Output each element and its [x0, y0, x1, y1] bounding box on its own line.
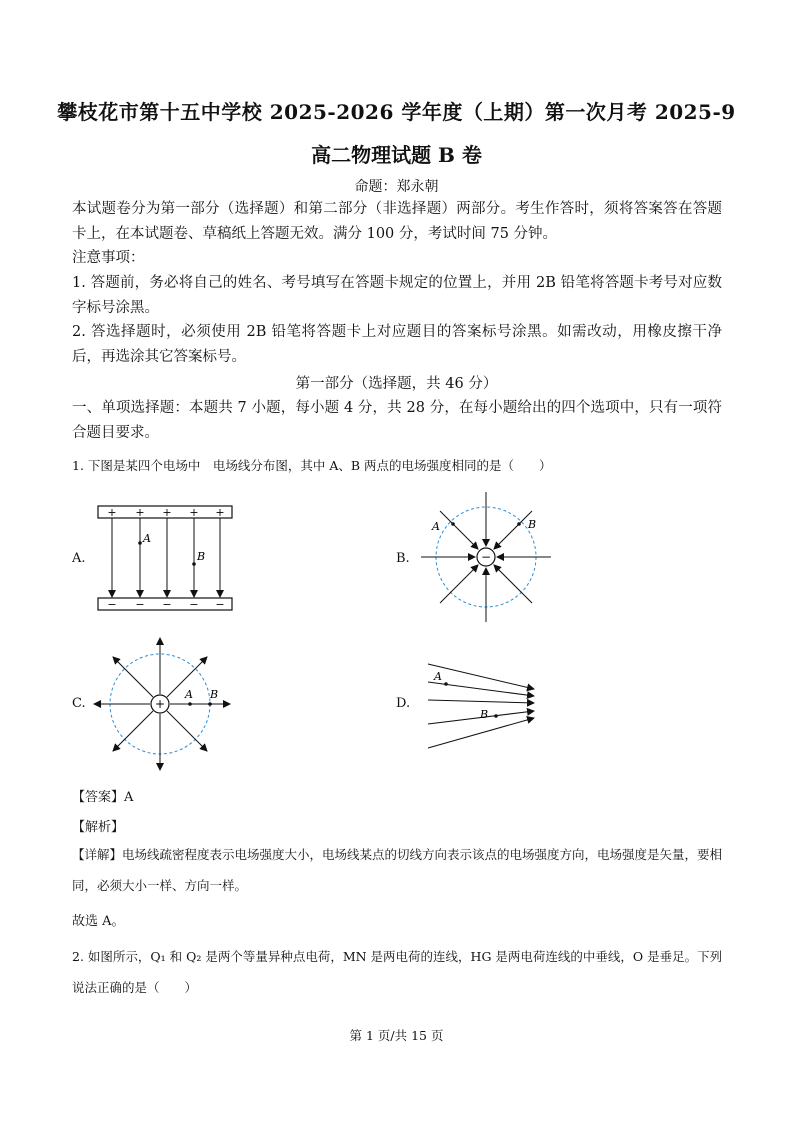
label-a: A: [185, 688, 193, 701]
field-line: [494, 511, 532, 549]
field-line: [428, 700, 534, 703]
field-line: [440, 565, 478, 603]
answer-label: 【答案】A: [72, 790, 134, 805]
plus-sign: +: [189, 506, 199, 519]
field-line: [113, 657, 153, 697]
point-b: [517, 522, 521, 526]
analysis-heading: 【解析】: [72, 820, 125, 835]
charge-sign: +: [154, 697, 166, 711]
author-line: 命题：郑永朝: [354, 179, 439, 195]
minus-sign: −: [107, 598, 117, 611]
field-line: [440, 511, 478, 549]
note-2: 2. 答选择题时，必须使用 2B 铅笔将答题卡上对应题目的答案标号涂黑。如需改动，用橡皮擦干净后，再选涂其它答案标号。: [72, 324, 722, 365]
label-b: B: [480, 708, 489, 721]
option-a-label: A.: [72, 551, 86, 566]
question-2-stem: 2. 如图所示，Q₁ 和 Q₂ 是两个等量异种点电荷，MN 是两电荷的连线，HG 是两电荷连线的中垂线，O 是垂足。下列说法正确的是（ ）: [72, 949, 723, 995]
intro-paragraph: 本试题卷分为第一部分（选择题）和第二部分（非选择题）两部分。考生作答时，须将答案答在答题卡上，在本试题卷、草稿纸上答题无效。满分 100 分，考试时间 75 分钟。: [72, 201, 722, 242]
label-b: B: [197, 550, 206, 563]
exam-subtitle: 高二物理试题 B 卷: [311, 143, 482, 167]
plus-sign: +: [107, 506, 117, 519]
figure-d-converging-lines: [424, 656, 536, 756]
label-b: B: [528, 518, 537, 531]
conclusion: 故选 A。: [72, 914, 125, 929]
plus-sign: +: [135, 506, 145, 519]
point-a: [444, 682, 448, 686]
point-a: [451, 522, 455, 526]
option-c-label: C.: [72, 696, 86, 711]
page-footer: 第 1 页/共 15 页: [349, 1028, 444, 1043]
minus-sign: −: [215, 598, 225, 611]
field-line: [428, 664, 534, 689]
point-b: [494, 714, 498, 718]
section1-instructions: 一、单项选择题：本题共 7 小题，每小题 4 分，共 28 分，在每小题给出的四个选项中，只有一项符合题目要求。: [72, 400, 722, 441]
notes-heading: 注意事项：: [72, 250, 145, 266]
exam-title: 攀枝花市第十五中学校 2025-2026 学年度（上期）第一次月考 2025-9: [57, 100, 736, 124]
option-d-label: D.: [396, 696, 411, 711]
charge-sign: −: [480, 550, 492, 564]
label-a: A: [434, 670, 442, 683]
analysis-detail: 【详解】电场线疏密程度表示电场强度大小，电场线某点的切线方向表示该点的电场强度方向，电场强度是矢量，要相同，必须大小一样、方向一样。: [72, 847, 723, 893]
plus-sign: +: [162, 506, 172, 519]
minus-sign: −: [162, 598, 172, 611]
label-a: A: [432, 520, 440, 533]
point-b: [208, 702, 212, 706]
label-b: B: [210, 688, 219, 701]
figure-c-positive-charge: [92, 636, 234, 774]
point-b: [192, 562, 196, 566]
plus-sign: +: [215, 506, 225, 519]
point-a: [188, 702, 192, 706]
question-1-stem: 1. 下图是某四个电场中 电场线分布图，其中 A、B 两点的电场强度相同的是（ ）: [72, 458, 552, 473]
option-b-label: B.: [396, 551, 410, 566]
point-a: [138, 541, 142, 545]
minus-sign: −: [189, 598, 199, 611]
field-line: [428, 682, 534, 696]
part1-heading: 第一部分（选择题，共 46 分）: [295, 376, 498, 392]
figure-b-negative-charge: [420, 490, 554, 624]
field-line: [494, 565, 532, 603]
figure-a-parallel-plates: [92, 498, 242, 618]
note-1: 1. 答题前，务必将自己的姓名、考号填写在答题卡规定的位置上，并用 2B 铅笔将答题卡考号对应数字标号涂黑。: [72, 275, 722, 316]
field-line: [167, 711, 207, 751]
label-a: A: [143, 532, 151, 545]
field-line: [113, 711, 153, 751]
minus-sign: −: [135, 598, 145, 611]
